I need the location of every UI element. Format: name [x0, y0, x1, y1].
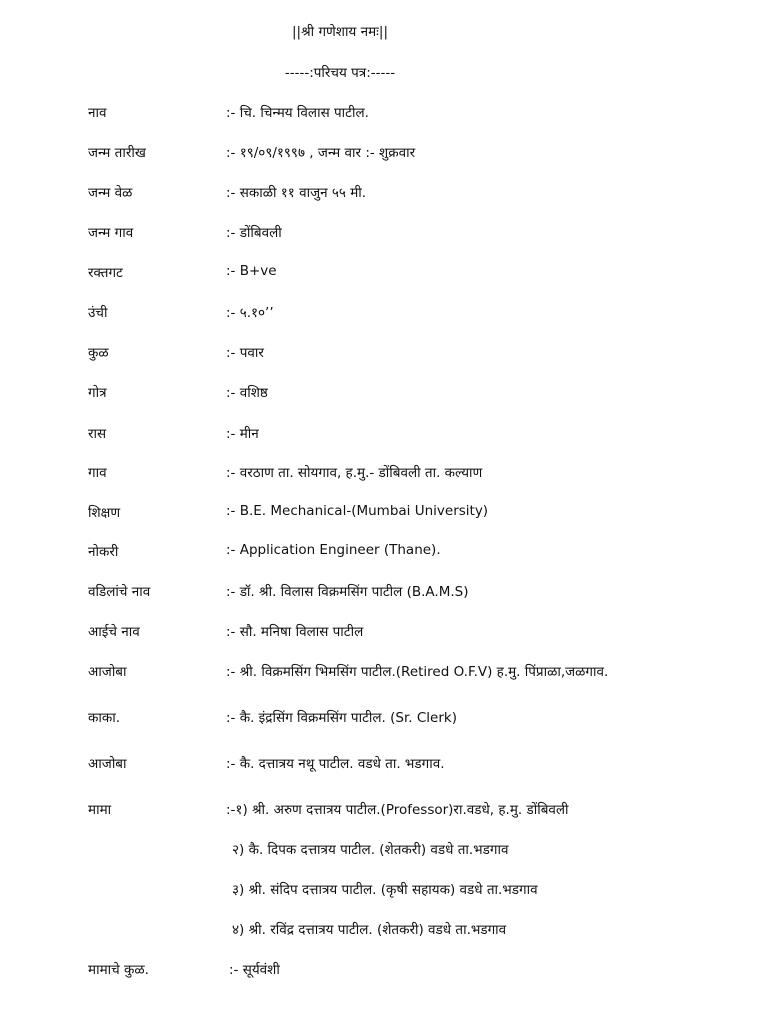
field-value: :- सौ. मनिषा विलास पाटील [226, 624, 364, 640]
field-value: :- वरठाण ता. सोयगाव, ह.मु.- डोंबिवली ता. कल्याण [226, 465, 483, 481]
field-value: :- चि. चिन्मय विलास पाटील. [226, 105, 369, 121]
field-clan [0, 343, 768, 365]
field-label: गाव [88, 465, 107, 481]
field-label: आजोबा [88, 756, 127, 772]
field-value: :- B.E. Mechanical-(Mumbai University) [226, 503, 489, 519]
field-value: :- मीन [226, 426, 259, 442]
maternal-uncle-3: ३) श्री. संदिप दत्तात्रय पाटील. (कृषी सहायक) वडधे ता.भडगाव [232, 882, 538, 898]
field-value: :- डॉ. श्री. विलास विक्रमसिंग पाटील (B.A.M.S) [226, 584, 469, 600]
field-value: :- ५.१०’’ [226, 305, 274, 321]
field-label: रास [88, 426, 107, 442]
field-maternal-grandfather [0, 754, 768, 776]
field-value: :-१) श्री. अरुण दत्तात्रय पाटील.(Professor)रा.वडधे, ह.मु. डोंबिवली [226, 802, 569, 818]
maternal-uncle-2: २) कै. दिपक दत्तात्रय पाटील. (शेतकरी) वडधे ता.भडगाव [232, 842, 509, 858]
field-height [0, 303, 768, 325]
field-name [0, 103, 768, 125]
field-education [0, 503, 768, 525]
field-birth-place [0, 223, 768, 245]
field-value: :- कै. दत्तात्रय नथू पाटील. वडधे ता. भडगाव. [226, 756, 445, 772]
field-label: जन्म तारीख [88, 145, 146, 161]
field-value: :- सूर्यवंशी [229, 962, 280, 978]
field-birth-date [0, 143, 768, 165]
field-label: मामाचे कुळ. [88, 962, 149, 978]
field-birth-time [0, 183, 768, 205]
field-label: जन्म गाव [88, 225, 134, 241]
field-maternal-clan [0, 960, 768, 982]
field-value: :- Application Engineer (Thane). [226, 542, 441, 558]
field-mother-name [0, 622, 768, 644]
field-value: :- B+ve [226, 263, 277, 279]
field-label: गोत्र [88, 385, 107, 401]
field-value: :- श्री. विक्रमसिंग भिमसिंग पाटील.(Retired O.F.V) ह.मु. पिंप्राळा,जळगाव. [226, 664, 609, 680]
field-blood-group [0, 263, 768, 285]
field-label: नोकरी [88, 544, 119, 560]
field-label: मामा [88, 802, 112, 818]
field-label: रक्तगट [88, 265, 123, 281]
field-label: काका. [88, 710, 121, 726]
field-label: उंची [88, 305, 108, 321]
field-label: जन्म वेळ [88, 185, 133, 201]
field-label: नाव [88, 105, 107, 121]
invocation-heading: ||श्री गणेशाय नमः|| [292, 24, 388, 40]
field-label: आजोबा [88, 664, 127, 680]
field-maternal-uncles [0, 800, 768, 822]
field-value: :- पवार [226, 345, 264, 361]
field-label: आईचे नाव [88, 624, 140, 640]
field-value: :- डोंबिवली [226, 225, 282, 241]
field-occupation [0, 542, 768, 564]
field-gotra [0, 383, 768, 405]
field-value: :- वशिष्ठ [226, 385, 268, 401]
field-label: वडिलांचे नाव [88, 584, 151, 600]
field-village [0, 463, 768, 485]
field-father-name [0, 582, 768, 604]
document-title: -----:परिचय पत्र:----- [284, 65, 396, 81]
field-uncle [0, 708, 768, 730]
field-label: कुळ [88, 345, 109, 361]
field-value: :- सकाळी ११ वाजुन ५५ मी. [226, 185, 367, 201]
field-zodiac [0, 424, 768, 446]
field-value: :- कै. इंद्रसिंग विक्रमसिंग पाटील. (Sr. Clerk) [226, 710, 457, 726]
field-label: शिक्षण [88, 505, 121, 521]
field-paternal-grandfather [0, 662, 768, 684]
field-value: :- १९/०९/१९९७ , जन्म वार :- शुक्रवार [226, 145, 416, 161]
maternal-uncle-4: ४) श्री. रविंद्र दत्तात्रय पाटील. (शेतकरी) वडधे ता.भडगाव [232, 922, 507, 938]
